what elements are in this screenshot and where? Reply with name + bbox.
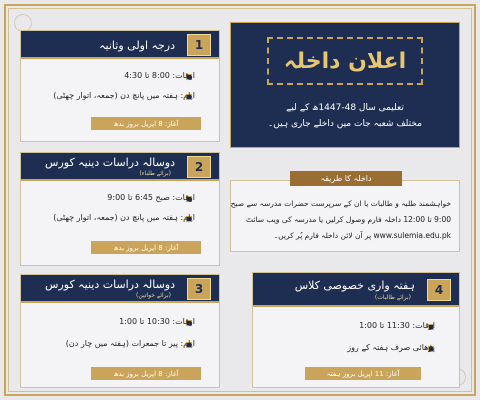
- section-title: درجہ اولی وثانیہ: [99, 39, 175, 52]
- admission-method-box: [230, 180, 460, 252]
- announcement-title-frame: [267, 37, 423, 85]
- section-number: 4: [427, 279, 451, 301]
- start-date-badge: آغاز: 8 اپریل بروز بدھ: [91, 367, 201, 380]
- section-header: [253, 273, 459, 307]
- announcement-line: مختلف شعبہ جات میں داخلے جاری ہیں۔: [268, 119, 422, 129]
- method-tab-label: داخلہ کا طریقہ: [290, 171, 402, 186]
- method-line: www.sulemia.edu.pk پر آن لائن داخلہ فارم پُر کریں۔: [273, 231, 451, 240]
- timing-line: اوقات: 8:00 تا 4:30: [124, 71, 195, 80]
- section-number: 1: [187, 34, 211, 56]
- announcement-line: تعلیمی سال 48-1447ھ کے لیے: [286, 103, 404, 113]
- section-number: 2: [187, 156, 211, 178]
- section-subtitle: (برائے طالبات): [374, 294, 411, 301]
- section-header: [21, 31, 219, 59]
- section-4: [252, 272, 460, 388]
- section-title: دوسالہ دراسات دینیہ کورس: [45, 278, 175, 291]
- section-header: [21, 275, 219, 303]
- section-subtitle: (برائے خواتین): [136, 292, 171, 299]
- timing-line: اوقات: 11:30 تا 1:00: [359, 321, 435, 330]
- section-number: 3: [187, 278, 211, 300]
- section-title: دوسالہ دراسات دینیہ کورس: [45, 156, 175, 169]
- method-line: 9:00 تا 12:00 داخلہ فارم وصول کرلیں یا مدرسہ کی ویب سائٹ: [246, 215, 451, 224]
- section-3: [20, 274, 220, 388]
- announcement-title: اعلان داخلہ: [283, 48, 407, 74]
- start-date-badge: آغاز: 11 اپریل بروز ہفتہ: [305, 367, 421, 380]
- method-line: خواہشمند طلبہ و طالبات یا ان کے سرپرست حضرات مدرسہ سے صبح: [230, 199, 451, 208]
- section-2: [20, 152, 220, 266]
- days-line: ایام: ہفتہ میں پانچ دن (جمعہ، اتوار چھٹی): [53, 91, 195, 100]
- days-line: پڑھائی صرف ہفتہ کے روز: [347, 343, 435, 352]
- section-header: [21, 153, 219, 181]
- start-date-badge: آغاز: 8 اپریل بروز بدھ: [91, 117, 201, 130]
- timing-line: اوقات: 10:30 تا 1:00: [119, 317, 195, 326]
- announcement-box: [230, 22, 460, 148]
- days-line: ایام: ہفتہ میں پانچ دن (جمعہ، اتوار چھٹی): [53, 213, 195, 222]
- section-title: ہفتہ واری خصوصی کلاس: [294, 279, 415, 292]
- section-subtitle: (برائے طلباء): [139, 170, 171, 177]
- section-1: [20, 30, 220, 142]
- start-date-badge: آغاز: 8 اپریل بروز بدھ: [91, 241, 201, 254]
- days-line: ایام: پیر تا جمعرات (ہفتہ میں چار دن): [65, 339, 195, 348]
- timing-line: اوقات: صبح 6:45 تا 9:00: [107, 193, 195, 202]
